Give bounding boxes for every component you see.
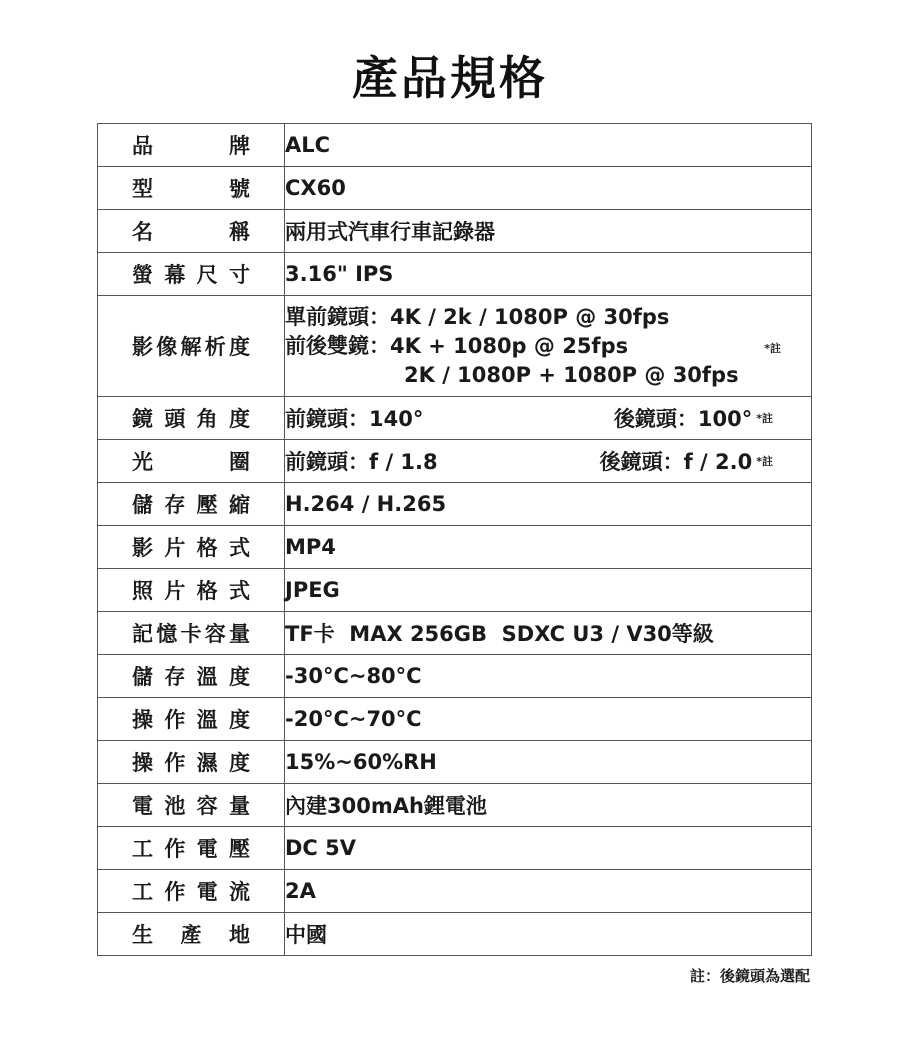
spec-label-char: 作 <box>164 708 186 732</box>
note-marker: *註 <box>756 412 773 425</box>
spec-label-cell <box>98 913 285 956</box>
spec-label-char: 格 <box>196 579 218 603</box>
spec-label-char: 式 <box>228 579 250 603</box>
table-row <box>98 210 812 253</box>
spec-value: MP4 <box>285 535 336 559</box>
spec-label-char: 量 <box>228 794 250 818</box>
spec-value-cell <box>285 569 812 612</box>
spec-label-char: 名 <box>132 220 153 244</box>
spec-value-cell <box>285 167 812 210</box>
spec-label-cell <box>98 296 285 397</box>
rear-lens-group <box>600 446 773 476</box>
spec-label <box>98 331 284 361</box>
spec-label <box>98 919 284 949</box>
spec-label-char: 量 <box>229 622 250 646</box>
spec-label-char: 牌 <box>229 134 250 158</box>
spec-label-char: 操 <box>132 751 153 775</box>
spec-label-cell <box>98 655 285 698</box>
resolution-line: 單前鏡頭：4K / 2k / 1080P @ 30fps <box>285 304 670 329</box>
spec-label <box>98 259 284 289</box>
spec-label <box>98 216 284 246</box>
spec-value: JPEG <box>285 578 340 602</box>
spec-value-cell <box>285 784 812 827</box>
spec-label-char: 螢 <box>132 263 153 287</box>
spec-label-cell <box>98 612 285 655</box>
spec-value: 3.16" IPS <box>285 262 394 286</box>
table-row <box>98 698 812 741</box>
spec-label-cell <box>98 569 285 612</box>
spec-value: H.264 / H.265 <box>285 492 447 516</box>
spec-label-char: 析 <box>204 335 226 359</box>
spec-value-cell <box>285 124 812 167</box>
spec-label-char: 存 <box>164 493 186 517</box>
spec-label-char: 操 <box>132 708 153 732</box>
spec-label <box>98 446 284 476</box>
spec-label-char: 式 <box>228 536 250 560</box>
table-row <box>98 167 812 210</box>
spec-label-char: 池 <box>164 794 186 818</box>
spec-value: 內建300mAh鋰電池 <box>285 794 487 818</box>
spec-label-char: 電 <box>196 880 218 904</box>
table-row <box>98 440 812 483</box>
spec-label-char: 號 <box>229 177 250 201</box>
spec-label-cell <box>98 124 285 167</box>
spec-value: -30°C~80°C <box>285 664 422 688</box>
spec-label-cell <box>98 210 285 253</box>
table-row <box>98 827 812 870</box>
spec-label-char: 記 <box>132 622 153 646</box>
rear-lens-value: 後鏡頭：f / 2.0 <box>599 450 753 474</box>
spec-label-char: 流 <box>228 880 250 904</box>
footnote: 註：後鏡頭為選配 <box>689 967 810 985</box>
spec-label-cell <box>98 397 285 440</box>
front-lens-value: 前鏡頭：140° <box>285 407 424 431</box>
spec-label <box>98 876 284 906</box>
table-row <box>98 569 812 612</box>
spec-label-char: 解 <box>180 335 202 359</box>
spec-label <box>98 532 284 562</box>
spec-label-char: 作 <box>164 880 186 904</box>
spec-label-char: 電 <box>132 794 153 818</box>
table-row <box>98 483 812 526</box>
spec-label-char: 溫 <box>196 665 218 689</box>
spec-label-cell <box>98 698 285 741</box>
table-row <box>98 612 812 655</box>
spec-label-char: 鏡 <box>132 407 153 431</box>
spec-label-char: 片 <box>164 536 186 560</box>
spec-value-cell <box>285 397 812 440</box>
spec-label-char: 型 <box>132 177 153 201</box>
spec-label-char: 產 <box>180 923 202 947</box>
spec-label-char: 影 <box>132 536 153 560</box>
spec-value: TF卡 MAX 256GB SDXC U3 / V30等級 <box>285 622 714 646</box>
page-title: 產品規格 <box>352 51 548 105</box>
spec-label-char: 像 <box>156 335 178 359</box>
spec-label-char: 容 <box>196 794 218 818</box>
spec-label-char: 度 <box>228 751 250 775</box>
spec-label <box>98 489 284 519</box>
spec-value-cell <box>285 253 812 296</box>
spec-label-char: 工 <box>132 837 153 861</box>
table-row <box>98 397 812 440</box>
spec-label-char: 壓 <box>196 493 218 517</box>
spec-label-char: 照 <box>132 579 153 603</box>
spec-label-char: 稱 <box>229 220 250 244</box>
spec-label-char: 片 <box>164 579 186 603</box>
spec-value-cell <box>285 913 812 956</box>
spec-label-char: 儲 <box>132 665 153 689</box>
spec-label <box>98 130 284 160</box>
spec-value-cell <box>285 210 812 253</box>
spec-label <box>98 833 284 863</box>
spec-label-char: 地 <box>229 923 250 947</box>
spec-label <box>98 661 284 691</box>
spec-label-cell <box>98 827 285 870</box>
note-marker: *註 <box>764 342 781 355</box>
front-lens-value: 前鏡頭：f / 1.8 <box>285 450 438 474</box>
spec-value-cell <box>285 483 812 526</box>
spec-label-char: 溫 <box>196 708 218 732</box>
spec-label-char: 度 <box>228 708 250 732</box>
spec-value-cell <box>285 612 812 655</box>
spec-table <box>97 123 812 956</box>
spec-label-char: 影 <box>132 335 153 359</box>
spec-label-char: 光 <box>132 450 153 474</box>
spec-value: ALC <box>285 133 331 157</box>
spec-value: 中國 <box>285 923 327 947</box>
spec-label-char: 濕 <box>196 751 218 775</box>
spec-label-char: 縮 <box>228 493 250 517</box>
spec-label <box>98 403 284 433</box>
spec-label-char: 生 <box>132 923 153 947</box>
spec-label-cell <box>98 253 285 296</box>
table-row <box>98 870 812 913</box>
spec-label-char: 度 <box>229 335 250 359</box>
spec-value: CX60 <box>285 176 346 200</box>
spec-label-cell <box>98 167 285 210</box>
spec-value: 15%~60%RH <box>285 750 437 774</box>
spec-label-cell <box>98 483 285 526</box>
spec-label-char: 頭 <box>164 407 186 431</box>
spec-label-cell <box>98 741 285 784</box>
spec-label <box>98 575 284 605</box>
spec-label-cell <box>98 784 285 827</box>
spec-value-cell <box>285 827 812 870</box>
spec-value: -20°C~70°C <box>285 707 422 731</box>
spec-label-char: 作 <box>164 837 186 861</box>
spec-label <box>98 704 284 734</box>
spec-label-char: 品 <box>132 134 153 158</box>
spec-value-cell <box>285 526 812 569</box>
spec-label-char: 圈 <box>229 450 250 474</box>
table-row <box>98 124 812 167</box>
spec-label-char: 幕 <box>164 263 186 287</box>
spec-label-char: 卡 <box>180 622 202 646</box>
spec-value-cell <box>285 655 812 698</box>
spec-value: 2A <box>285 879 316 903</box>
spec-label-char: 容 <box>204 622 226 646</box>
spec-label-char: 寸 <box>228 263 250 287</box>
spec-label <box>98 173 284 203</box>
spec-label-char: 度 <box>228 407 250 431</box>
spec-value-cell <box>285 440 812 483</box>
spec-label-cell <box>98 526 285 569</box>
spec-label-char: 尺 <box>196 263 218 287</box>
spec-label-char: 儲 <box>132 493 153 517</box>
note-marker: *註 <box>756 455 773 468</box>
spec-label-cell <box>98 440 285 483</box>
spec-label-char: 度 <box>228 665 250 689</box>
rear-lens-group <box>614 403 773 433</box>
spec-label-char: 角 <box>196 407 218 431</box>
rear-lens-value: 後鏡頭：100° <box>613 407 753 431</box>
spec-label-char: 工 <box>132 880 153 904</box>
spec-label <box>98 790 284 820</box>
spec-label <box>98 747 284 777</box>
spec-label-cell <box>98 870 285 913</box>
spec-label-char: 存 <box>164 665 186 689</box>
spec-value-cell <box>285 870 812 913</box>
table-row <box>98 296 812 397</box>
spec-value: DC 5V <box>285 836 357 860</box>
resolution-line: 前後雙鏡：4K + 1080p @ 25fps <box>285 333 629 358</box>
spec-label <box>98 618 284 648</box>
resolution-line: 2K / 1080P + 1080P @ 30fps <box>404 362 739 387</box>
table-row <box>98 741 812 784</box>
spec-value: 兩用式汽車行車記錄器 <box>285 220 495 244</box>
spec-value-cell <box>285 698 812 741</box>
table-row <box>98 655 812 698</box>
spec-value-cell <box>285 296 812 397</box>
spec-label-char: 憶 <box>156 622 178 646</box>
table-row <box>98 526 812 569</box>
spec-value-cell <box>285 741 812 784</box>
spec-label-char: 電 <box>196 837 218 861</box>
spec-label-char: 壓 <box>228 837 250 861</box>
spec-label-char: 格 <box>196 536 218 560</box>
spec-label-char: 作 <box>164 751 186 775</box>
table-row <box>98 253 812 296</box>
table-row <box>98 913 812 956</box>
table-row <box>98 784 812 827</box>
